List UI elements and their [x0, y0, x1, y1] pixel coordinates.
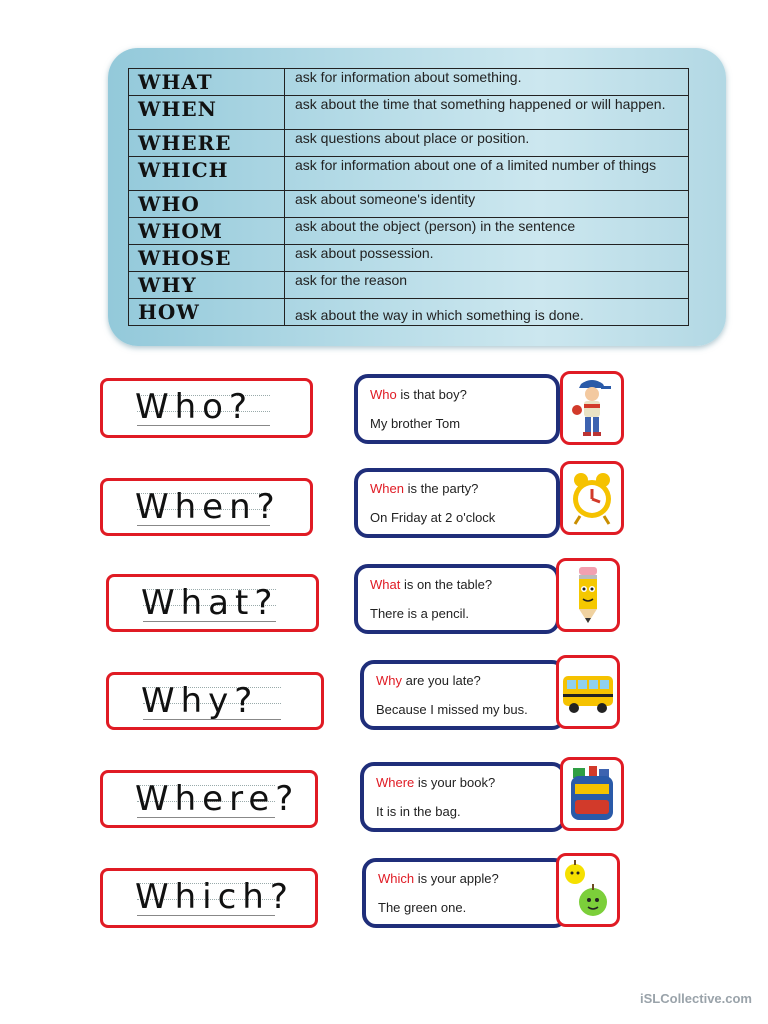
question — [370, 577, 492, 592]
word-card-text: Where? — [135, 779, 300, 819]
question-word: When — [370, 481, 404, 496]
picture-box — [556, 655, 620, 729]
question-word: Why — [376, 673, 402, 688]
sentence-card-what — [354, 564, 560, 634]
definition: ask for information about something. — [285, 69, 689, 96]
table-row — [129, 245, 689, 272]
word-card-which — [100, 868, 318, 928]
word-card-when — [100, 478, 313, 536]
table-row — [129, 130, 689, 157]
sentence-card-why — [360, 660, 566, 730]
sentence-card-who — [354, 374, 560, 444]
table-row — [129, 96, 689, 130]
pencil-icon — [559, 561, 617, 629]
definition: ask about the way in which something is done. — [285, 299, 689, 326]
definition: ask about the object (person) in the sentence — [285, 218, 689, 245]
question-word: WHICH — [129, 157, 285, 191]
word-card-why — [106, 672, 324, 730]
definition: ask for information about one of a limited number of things — [285, 157, 689, 191]
question-word: WHOSE — [129, 245, 285, 272]
sentence-card-which — [362, 858, 568, 928]
question-rest: is that boy? — [396, 387, 467, 402]
picture-box — [560, 371, 624, 445]
answer: On Friday at 2 o'clock — [370, 510, 496, 525]
sentence-card-where — [360, 762, 566, 832]
definition: ask questions about place or position. — [285, 130, 689, 157]
question — [378, 871, 499, 886]
word-card-where — [100, 770, 318, 828]
question-rest: is the party? — [403, 481, 479, 496]
question — [370, 387, 467, 402]
definition: ask for the reason — [285, 272, 689, 299]
question — [376, 775, 495, 790]
picture-box — [560, 461, 624, 535]
table-row — [129, 157, 689, 191]
word-card-text: What? — [141, 583, 279, 623]
question-word: Where — [376, 775, 415, 790]
question-rest: are you late? — [402, 673, 481, 688]
word-card-text: Why? — [141, 681, 259, 721]
question-word: Who — [370, 387, 397, 402]
boy-icon — [563, 374, 621, 442]
answer: It is in the bag. — [376, 804, 461, 819]
question-word: WHO — [129, 191, 285, 218]
definition: ask about someone's identity — [285, 191, 689, 218]
picture-box — [556, 853, 620, 927]
question-rest: is on the table? — [400, 577, 493, 592]
answer: There is a pencil. — [370, 606, 469, 621]
question-rest: is your apple? — [414, 871, 499, 886]
word-card-text: When? — [135, 487, 281, 527]
question-word: What — [370, 577, 401, 592]
answer: Because I missed my bus. — [376, 702, 528, 717]
question-word: WHAT — [129, 69, 285, 96]
sentence-card-when — [354, 468, 560, 538]
table-row — [129, 69, 689, 96]
question-word: Which — [378, 871, 415, 886]
school-bus-icon — [559, 658, 617, 726]
word-card-text: Who? — [135, 387, 254, 427]
answer: My brother Tom — [370, 416, 461, 431]
question-word: WHOM — [129, 218, 285, 245]
table-row — [129, 299, 689, 326]
table-row — [129, 218, 689, 245]
picture-box — [560, 757, 624, 831]
question-word: HOW — [129, 299, 285, 326]
picture-box — [556, 558, 620, 632]
question-rest: is your book? — [414, 775, 496, 790]
word-card-what — [106, 574, 319, 632]
word-card-who — [100, 378, 313, 438]
answer: The green one. — [378, 900, 467, 915]
footer-watermark: iSLCollective.com — [640, 991, 752, 1006]
definition: ask about the time that something happened or will happen. — [285, 96, 689, 130]
backpack-icon — [563, 760, 621, 828]
word-card-text: Which? — [135, 877, 294, 917]
table-row — [129, 191, 689, 218]
question-word: WHERE — [129, 130, 285, 157]
question — [370, 481, 478, 496]
question-word: WHY — [129, 272, 285, 299]
definition: ask about possession. — [285, 245, 689, 272]
apples-icon — [559, 856, 617, 924]
question-word: WHEN — [129, 96, 285, 130]
alarm-clock-icon — [563, 464, 621, 532]
question — [376, 673, 481, 688]
question-words-table — [128, 68, 689, 326]
table-row — [129, 272, 689, 299]
